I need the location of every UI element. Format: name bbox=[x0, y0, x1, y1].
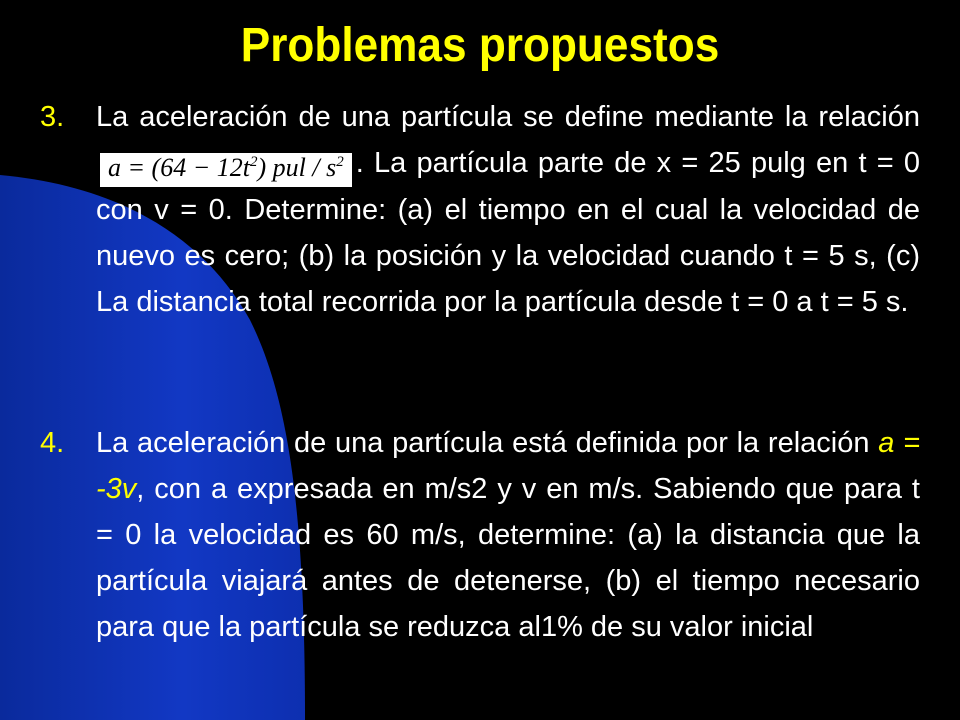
problem-text-before-formula: La aceleración de una partícula se define mediante la relación bbox=[96, 101, 920, 133]
problem-text bbox=[96, 94, 920, 325]
problem-4 bbox=[40, 420, 920, 650]
problem-text-after-formula: . La partícula parte de x = 25 pulg en t = 0 con v = 0. Determine: (a) el tiempo en el cual la velocidad de nuevo es cero; (b) la posición y la velocidad cuando t = 5 s, (c) La distancia total recorrida por la partícula desde t = 0 a t = 5 s. bbox=[96, 147, 920, 318]
highlighted-equation: a = -3v bbox=[96, 427, 920, 505]
problem-text-before-highlight: La aceleración de una partícula está definida por la relación bbox=[96, 427, 879, 459]
slide-title: Problemas propuestos bbox=[240, 19, 720, 72]
problem-3 bbox=[40, 94, 920, 325]
problem-number: 3. bbox=[40, 101, 65, 133]
problem-number: 4. bbox=[40, 427, 65, 459]
problem-text bbox=[96, 420, 920, 650]
problem-text-after-highlight: , con a expresada en m/s2 y v en m/s. Sabiendo que para t = 0 la velocidad es 60 m/s, determine: (a) la distancia que la partícula viajará antes de detenerse, (b) el tiempo necesario para que la partícula se reduzca al1% de su valor inicial bbox=[96, 473, 920, 643]
acceleration-formula: $a = (64 - 12t^2)$ pul / $s^2$ bbox=[100, 153, 352, 187]
